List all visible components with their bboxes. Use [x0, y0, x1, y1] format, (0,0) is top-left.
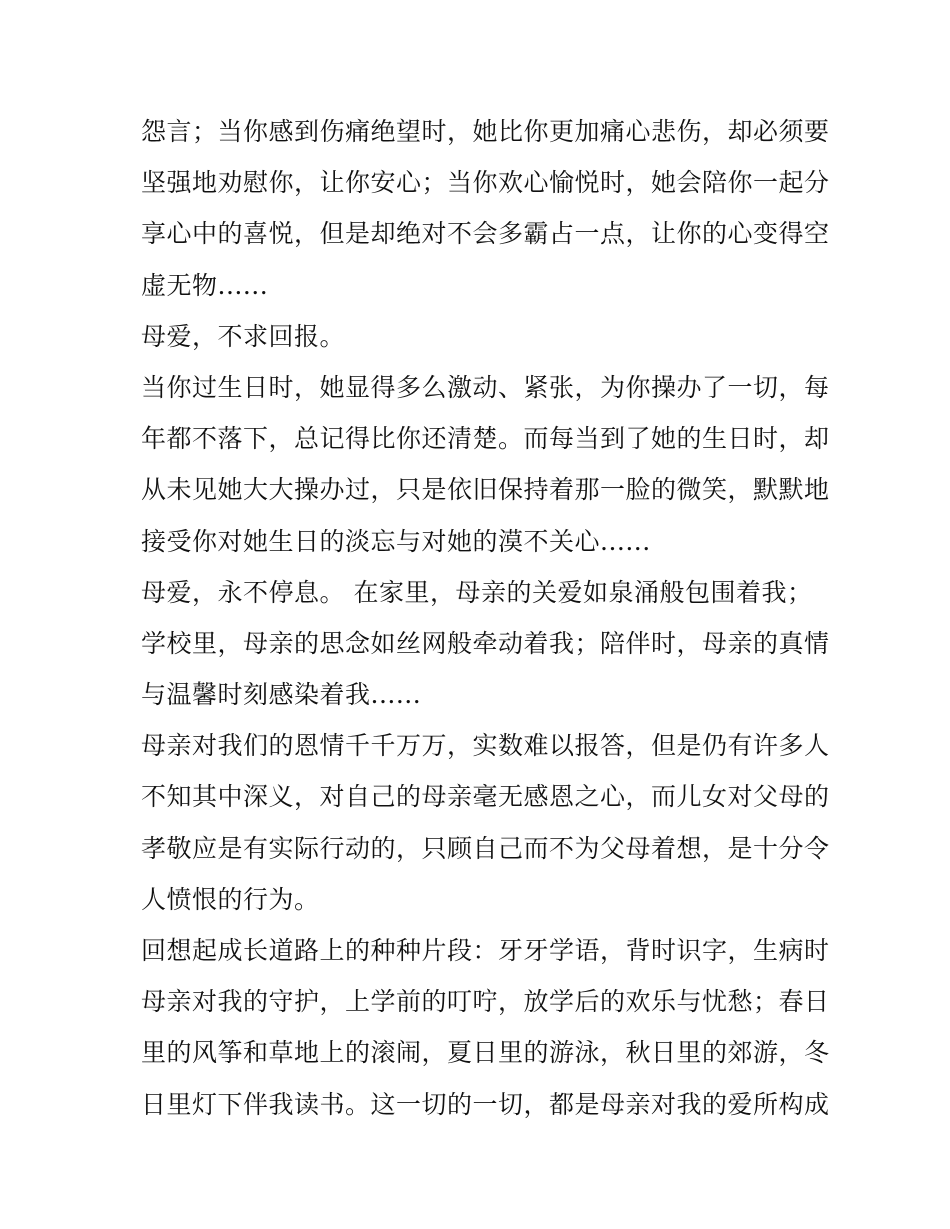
text-line: 享心中的喜悦，但是却绝对不会多霸占一点，让你的心变得空	[141, 219, 830, 249]
text-line: 从未见她大大操办过，只是依旧保持着那一脸的微笑，默默地	[141, 475, 830, 505]
text-line: 母亲对我的守护，上学前的叮咛，放学后的欢乐与忧愁；春日	[141, 987, 830, 1017]
text-line: 与温馨时刻感染着我......	[141, 680, 422, 710]
text-line: 年都不落下，总记得比你还清楚。而每当到了她的生日时，却	[141, 424, 830, 454]
text-line: 里的风筝和草地上的滚闹，夏日里的游泳，秋日里的郊游，冬	[141, 1038, 830, 1068]
text-line: 坚强地劝慰你，让你安心；当你欢心愉悦时，她会陪你一起分	[141, 168, 830, 198]
body-text	[141, 106, 830, 1130]
text-line: 人愤恨的行为。	[141, 884, 320, 914]
text-line: 母亲对我们的恩情千千万万，实数难以报答，但是仍有许多人	[141, 731, 830, 761]
text-line: 当你过生日时，她显得多么激动、紧张，为你操办了一切，每	[141, 372, 830, 402]
text-line: 孝敬应是有实际行动的，只顾自己而不为父母着想，是十分令	[141, 833, 830, 863]
text-line: 接受你对她生日的淡忘与对她的漠不关心......	[141, 526, 651, 556]
text-line: 学校里，母亲的思念如丝网般牵动着我；陪伴时，母亲的真情	[141, 628, 830, 658]
text-line: 日里灯下伴我读书。这一切的一切，都是母亲对我的爱所构成	[141, 1089, 830, 1119]
text-line: 怨言；当你感到伤痛绝望时，她比你更加痛心悲伤，却必须要	[141, 117, 830, 146]
text-line: 母爱，不求回报。	[141, 321, 346, 351]
text-line: 虚无物......	[141, 270, 269, 300]
text-line: 回想起成长道路上的种种片段：牙牙学语，背时识字，生病时	[141, 936, 830, 965]
text-line: 母爱，永不停息。 在家里，母亲的关爱如泉涌般包围着我；	[141, 577, 813, 607]
text-line: 不知其中深义，对自己的母亲毫无感恩之心，而儿女对父母的	[141, 782, 830, 812]
